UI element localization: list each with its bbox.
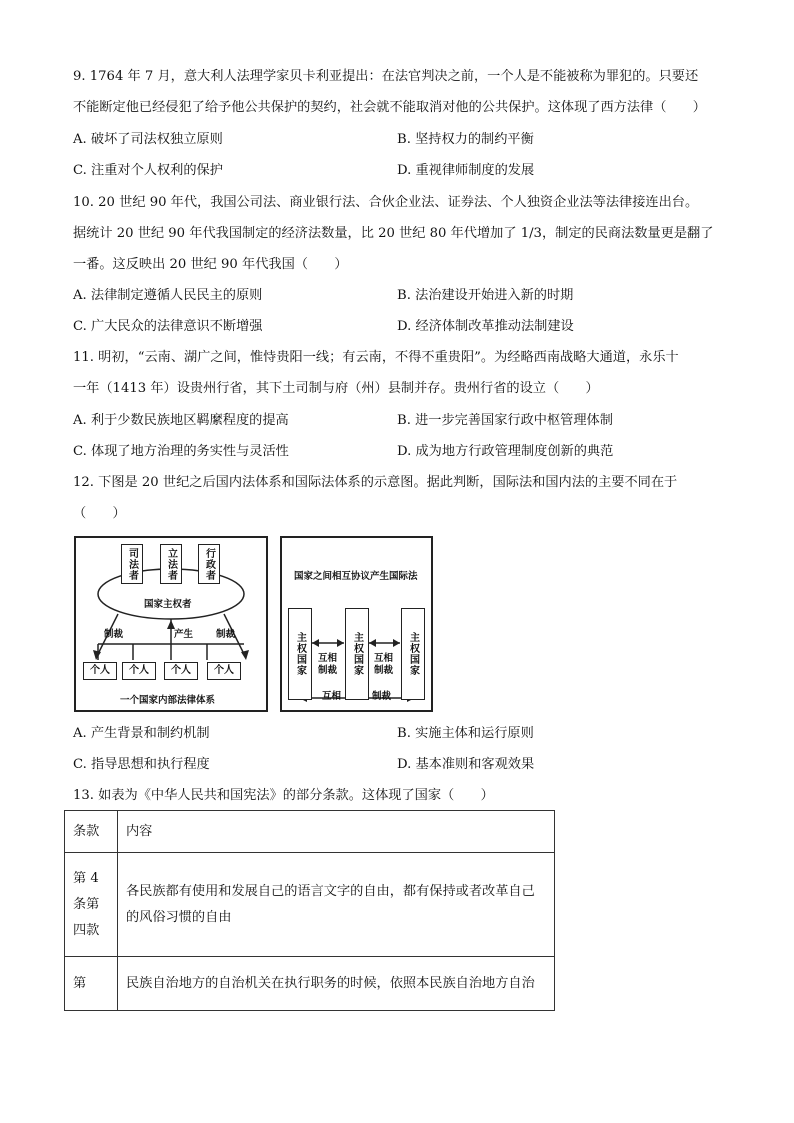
person-node-1: 个人 [83,662,117,680]
bottom-restrict-label: 制裁 [372,691,392,702]
state-node-2: 主权国家 [345,608,369,700]
table-row1-content: 各民族都有使用和发展自己的语言文字的自由，都有保持或者改革自己的风俗习惯的自由 [118,853,555,957]
restrict-right-label: 制裁 [216,629,236,640]
domestic-diagram-caption: 一个国家内部法律体系 [120,695,216,706]
legislator-node: 立法者 [160,544,182,584]
q11-option-d[interactable]: D. 成为地方行政管理制度创新的典范 [397,444,614,459]
mutual-label-1a: 互相 [318,653,338,664]
table-row1-clause: 第 4 条第四款 [65,853,118,957]
table-row2-content: 民族自治地方的自治机关在执行职务的时候，依照本民族自治地方自治 [118,957,555,1011]
q10-option-b[interactable]: B. 法治建设开始进入新的时期 [397,288,574,303]
restrict-left-label: 制裁 [104,629,124,640]
constitution-table [64,810,555,1011]
q10-option-a[interactable]: A. 法律制定遵循人民民主的原则 [73,288,263,303]
judiciary-node: 司法者 [121,544,143,584]
q9-option-d[interactable]: D. 重视律师制度的发展 [397,163,535,178]
mutual-label-2b: 制裁 [374,665,394,676]
table-header-clause: 条款 [65,811,118,853]
person-node-3: 个人 [164,662,198,680]
q10-option-c[interactable]: C. 广大民众的法律意识不断增强 [73,319,263,334]
q9-option-c[interactable]: C. 注重对个人权利的保护 [73,163,223,178]
q12-stem-line2: （ ） [73,506,126,521]
q11-option-a[interactable]: A. 利于少数民族地区羁縻程度的提高 [73,413,289,428]
table-header-content: 内容 [118,811,555,853]
table-row2-clause: 第 [65,957,118,1011]
intl-diagram-title: 国家之间相互协议产生国际法 [294,571,418,582]
table-header-row [65,811,555,853]
mutual-label-2a: 互相 [374,653,394,664]
q12-stem-line1: 12. 下图是 20 世纪之后国内法体系和国际法体系的示意图。据此判断，国际法和国内法的主要不同在于 [73,475,678,490]
state-node-1: 主权国家 [288,608,312,700]
domestic-law-diagram [74,536,268,712]
mutual-label-1b: 制裁 [318,665,338,676]
produce-label: 产生 [174,629,194,640]
q11-stem-line1: 11. 明初，“云南、湖广之间，惟恃贵阳一线；有云南，不得不重贵阳”。为经略西南战略大通道，永乐十 [73,350,679,365]
q11-option-b[interactable]: B. 进一步完善国家行政中枢管理体制 [397,413,613,428]
q10-stem-line2: 据统计 20 世纪 90 年代我国制定的经济法数量，比 20 世纪 80 年代增加了 1/3，制定的民商法数量更是翻了 [73,226,714,241]
state-node-3: 主权国家 [401,608,425,700]
person-node-4: 个人 [207,662,241,680]
international-law-diagram [280,536,433,712]
table-row [65,957,555,1011]
q9-stem-line2: 不能断定他已经侵犯了给予他公共保护的契约，社会就不能取消对他的公共保护。这体现了西方法律（ ） [73,100,706,115]
q9-option-b[interactable]: B. 坚持权力的制约平衡 [397,132,534,147]
sovereign-label: 国家主权者 [144,599,192,610]
q13-stem-line1: 13. 如表为《中华人民共和国宪法》的部分条款。这体现了国家（ ） [73,788,494,803]
q10-stem-line1: 10. 20 世纪 90 年代，我国公司法、商业银行法、合伙企业法、证券法、个人独资企业法等法律接连出台。 [73,195,699,210]
q9-stem-line1: 9. 1764 年 7 月，意大利人法理学家贝卡利亚提出：在法官判决之前，一个人是不能被称为罪犯的。只要还 [73,69,699,84]
bottom-mutual-label: 互相 [322,691,342,702]
q12-option-c[interactable]: C. 指导思想和执行程度 [73,757,210,772]
q11-stem-line2: 一年（1413 年）设贵州行省，其下土司制与府（州）县制并存。贵州行省的设立（ ） [73,381,599,396]
q12-option-b[interactable]: B. 实施主体和运行原则 [397,726,534,741]
q11-option-c[interactable]: C. 体现了地方治理的务实性与灵活性 [73,444,289,459]
q12-option-a[interactable]: A. 产生背景和制约机制 [73,726,210,741]
table-row [65,853,555,957]
executive-node: 行政者 [198,544,220,584]
q9-option-a[interactable]: A. 破坏了司法权独立原则 [73,132,223,147]
q12-option-d[interactable]: D. 基本准则和客观效果 [397,757,535,772]
person-node-2: 个人 [122,662,156,680]
q10-stem-line3: 一番。这反映出 20 世纪 90 年代我国（ ） [73,257,348,272]
q10-option-d[interactable]: D. 经济体制改革推动法制建设 [397,319,574,334]
